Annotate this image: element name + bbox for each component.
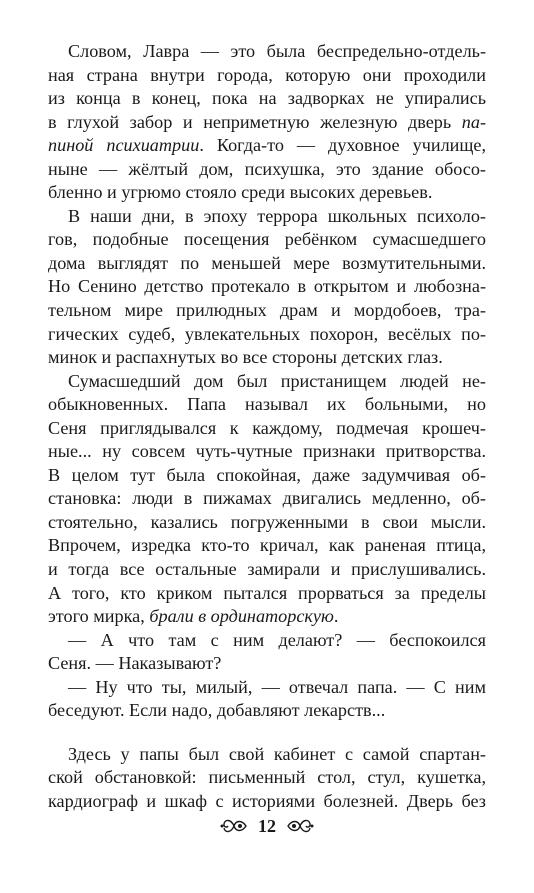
text-line: Словом, Лавра — это была беспредельно-отдель- [68, 41, 486, 61]
paragraph [48, 205, 486, 370]
text-line: обыкновенных. Папа называл их больными, но [48, 394, 486, 415]
page-number: 12 [258, 815, 276, 836]
text-line: ные... ну совсем чуть-чутные признаки притворства. [48, 441, 486, 462]
text-line: ской обстановкой: письменный стол, стул, кушетка, [48, 767, 486, 788]
text-line: В целом тут была спокойная, даже задумчивая об- [48, 464, 486, 485]
body-text [48, 40, 486, 814]
text-line: дома выглядят по меньшей мере возмутительными. [48, 252, 486, 273]
text-line: стоятельно, казались погруженными в свои мысли. [48, 511, 486, 532]
text-line: в глухой забор и неприметную железную дверь па- [48, 111, 486, 132]
text-line: — А что там с ним делают? — беспокоился [68, 629, 486, 650]
paragraph [48, 676, 486, 723]
text-line: ная страна внутри города, которую они проходили [48, 64, 486, 85]
text-line: Но Сенино детство протекало в открытом и любозна- [48, 276, 486, 297]
text-line: пиной психиатрии. Когда-то — духовное училище, [48, 135, 487, 156]
text-line: становка: люди в пижамах двигались медленно, об- [48, 488, 486, 509]
text-line: тельном мире прилюдных драм и мордобоев, тра- [48, 300, 486, 321]
text-line: ныне — жёлтый дом, психушка, это здание обосо- [48, 158, 486, 179]
text-line: Впрочем, изредка кто-то кричал, как раненая птица, [48, 535, 486, 556]
text-line: А того, кто криком пытался прорваться за пределы [48, 582, 486, 603]
text-line: — Ну что ты, милый, — отвечал папа. — С ним [68, 676, 486, 697]
fleuron-right-icon [286, 816, 314, 836]
text-line: Сумасшедший дом был пристанищем людей не- [68, 370, 486, 391]
text-line: беседуют. Если надо, добавляют лекарств... [48, 700, 386, 721]
text-line: этого мирка, брали в ординаторскую. [48, 606, 339, 627]
page-footer [0, 812, 534, 840]
text-line: из конца в конец, пока на задворках не упирались [48, 88, 486, 109]
text-line: Сеня. — Наказывают? [48, 653, 222, 674]
text-line: Сеня приглядывался к каждому, подмечая крошеч- [48, 417, 486, 438]
text-line: и тогда все остальные замирали и прислушивались. [48, 559, 486, 580]
paragraph [48, 40, 486, 205]
text-line: кардиограф и шкаф с историями болезней. Дверь без [48, 790, 486, 811]
text-line: Здесь у папы был свой кабинет с самой спартан- [68, 743, 486, 764]
paragraph [48, 370, 486, 629]
fleuron-left-icon [220, 816, 248, 836]
paragraph [48, 743, 486, 814]
text-line: гов, подобные посещения ребёнком сумасшедшего [48, 229, 486, 250]
text-line: бленно и угрюмо стояло среди высоких деревьев. [48, 182, 433, 203]
text-line: гических судеб, увлекательных похорон, весёлых по- [48, 323, 486, 344]
section-gap [48, 723, 486, 743]
text-line: минок и распахнутых во все стороны детских глаз. [48, 347, 443, 368]
paragraph [48, 629, 486, 676]
text-line: В наши дни, в эпоху террора школьных психоло- [68, 205, 486, 226]
